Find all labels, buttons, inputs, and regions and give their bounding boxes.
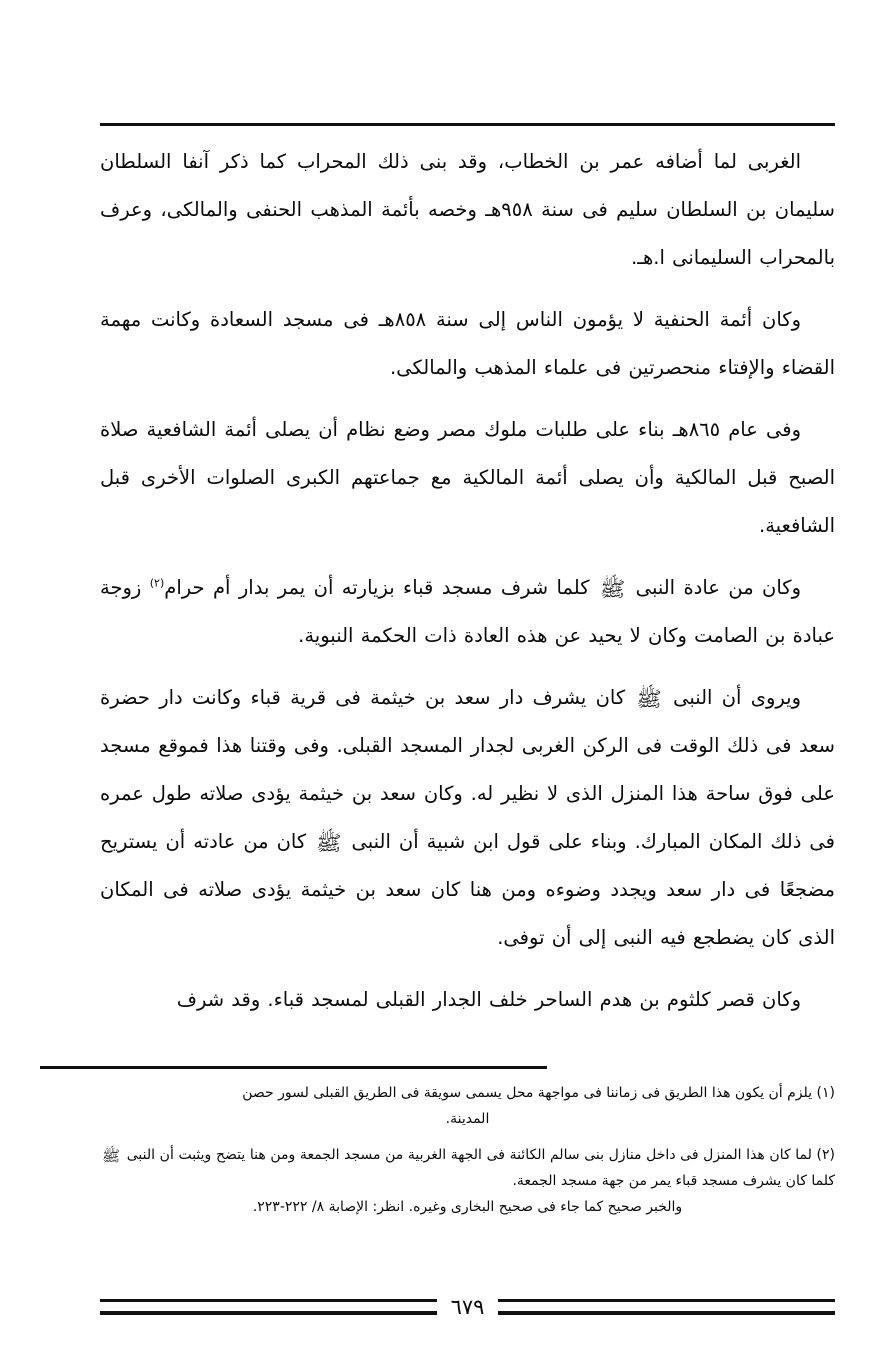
footnote-separator-rule <box>40 1066 547 1069</box>
footnote-2-text-before: لما كان هذا المنزل فى داخل منازل بنى سالم الكائنة فى الجهة الغربية من مسجد الجمعة ومن هنا يتضح ويثبت أن النبى <box>122 1147 812 1163</box>
paragraph-4-text-middle: كلما شرف مسجد قباء بزيارته أن يمر بدار أم حرام <box>164 576 598 599</box>
page-number: ٦٧٩ <box>450 1295 485 1319</box>
page-footer <box>100 1294 835 1320</box>
header-rule <box>100 123 835 126</box>
footnotes-block <box>100 1080 835 1230</box>
peace-be-upon-him-icon: ﷺ <box>102 1147 121 1165</box>
paragraph-5-seg-1: ويروى أن النبى <box>663 686 802 709</box>
footnote-2-tail: والخبر صحيح كما جاء فى صحيح البخارى وغيره. انظر: الإصابة ٨/ ٢٢٢-٢٢٣. <box>252 1199 683 1215</box>
paragraph-4-text-after: زوجة عبادة بن الصامت وكان لا يحيد عن هذه العادة ذات الحكمة النبوية. <box>100 576 835 647</box>
footer-rule-left <box>100 1299 437 1315</box>
footnote-2-text-after: كلما كان يشرف مسجد قباء يمر من جهة مسجد الجمعة. <box>512 1173 835 1189</box>
paragraph-5-seg-3: كان من عادته أن يستريح مضجعًا فى دار سعد ويجدد وضوءه ومن هنا كان سعد بن خيثمة يؤدى صلاته فى المكان الذى كان يضطجع فيه النبى إلى أن توفى. <box>100 830 835 949</box>
peace-be-upon-him-icon: ﷺ <box>599 577 626 601</box>
peace-be-upon-him-icon: ﷺ <box>316 831 342 855</box>
peace-be-upon-him-icon: ﷺ <box>636 687 662 711</box>
body-text-block <box>100 138 835 1038</box>
paragraph-4 <box>100 564 835 660</box>
footnote-ref-2: (٢) <box>149 576 165 590</box>
footnote-2-marker: (٢) <box>816 1147 836 1163</box>
paragraph-4-text-before: وكان من عادة النبى <box>627 576 802 599</box>
paragraph-5-seg-2: كان يشرف دار سعد بن خيثمة فى قرية قباء وكانت دار حضرة سعد فى ذلك الوقت فى الركن الغربى لجدار المسجد القبلى. وفى وقتنا هذا فموقع مسجد على فوق ساحة هذا المنزل الذى لا نظير له. وكان سعد بن خيثمة يؤدى صلاته طول عمره فى ذلك المكان المبارك. وبناء على قول ابن شبية أن النبى <box>100 686 835 853</box>
paragraph-3: وفى عام ٨٦٥هـ بناء على طلبات ملوك مصر وضع نظام أن يصلى أئمة الشافعية صلاة الصبح قبل المالكية وأن يصلى أئمة المالكية مع جماعتهم الكبرى الصلوات الأخرى قبل الشافعية. <box>100 418 835 537</box>
footer-rule-right <box>498 1299 835 1315</box>
footnote-1 <box>100 1080 835 1132</box>
footnote-1-marker: (١) <box>816 1085 835 1101</box>
footnote-1-tail: المدينة. <box>445 1111 490 1127</box>
paragraph-2: وكان أئمة الحنفية لا يؤمون الناس إلى سنة ٨٥٨هـ فى مسجد السعادة وكانت مهمة القضاء والإفتاء منحصرتين فى علماء المذهب والمالكى. <box>100 308 835 379</box>
footnote-2 <box>100 1142 835 1220</box>
paragraph-6: وكان قصر كلثوم بن هدم الساحر خلف الجدار القبلى لمسجد قباء. وقد شرف <box>176 988 801 1011</box>
paragraph-5 <box>100 674 835 962</box>
footnote-1-text: يلزم أن يكون هذا الطريق فى زماننا فى مواجهة محل يسمى سويقة فى الطريق القبلى لسور حصن <box>242 1085 813 1101</box>
paragraph-1: الغربى لما أضافه عمر بن الخطاب، وقد بنى ذلك المحراب كما ذكر آنفا السلطان سليمان بن السلطان سليم فى سنة ٩٥٨هـ وخصه بأئمة المذهب الحنفى والمالكى، وعرف بالمحراب السليمانى ا.هـ. <box>100 150 835 269</box>
